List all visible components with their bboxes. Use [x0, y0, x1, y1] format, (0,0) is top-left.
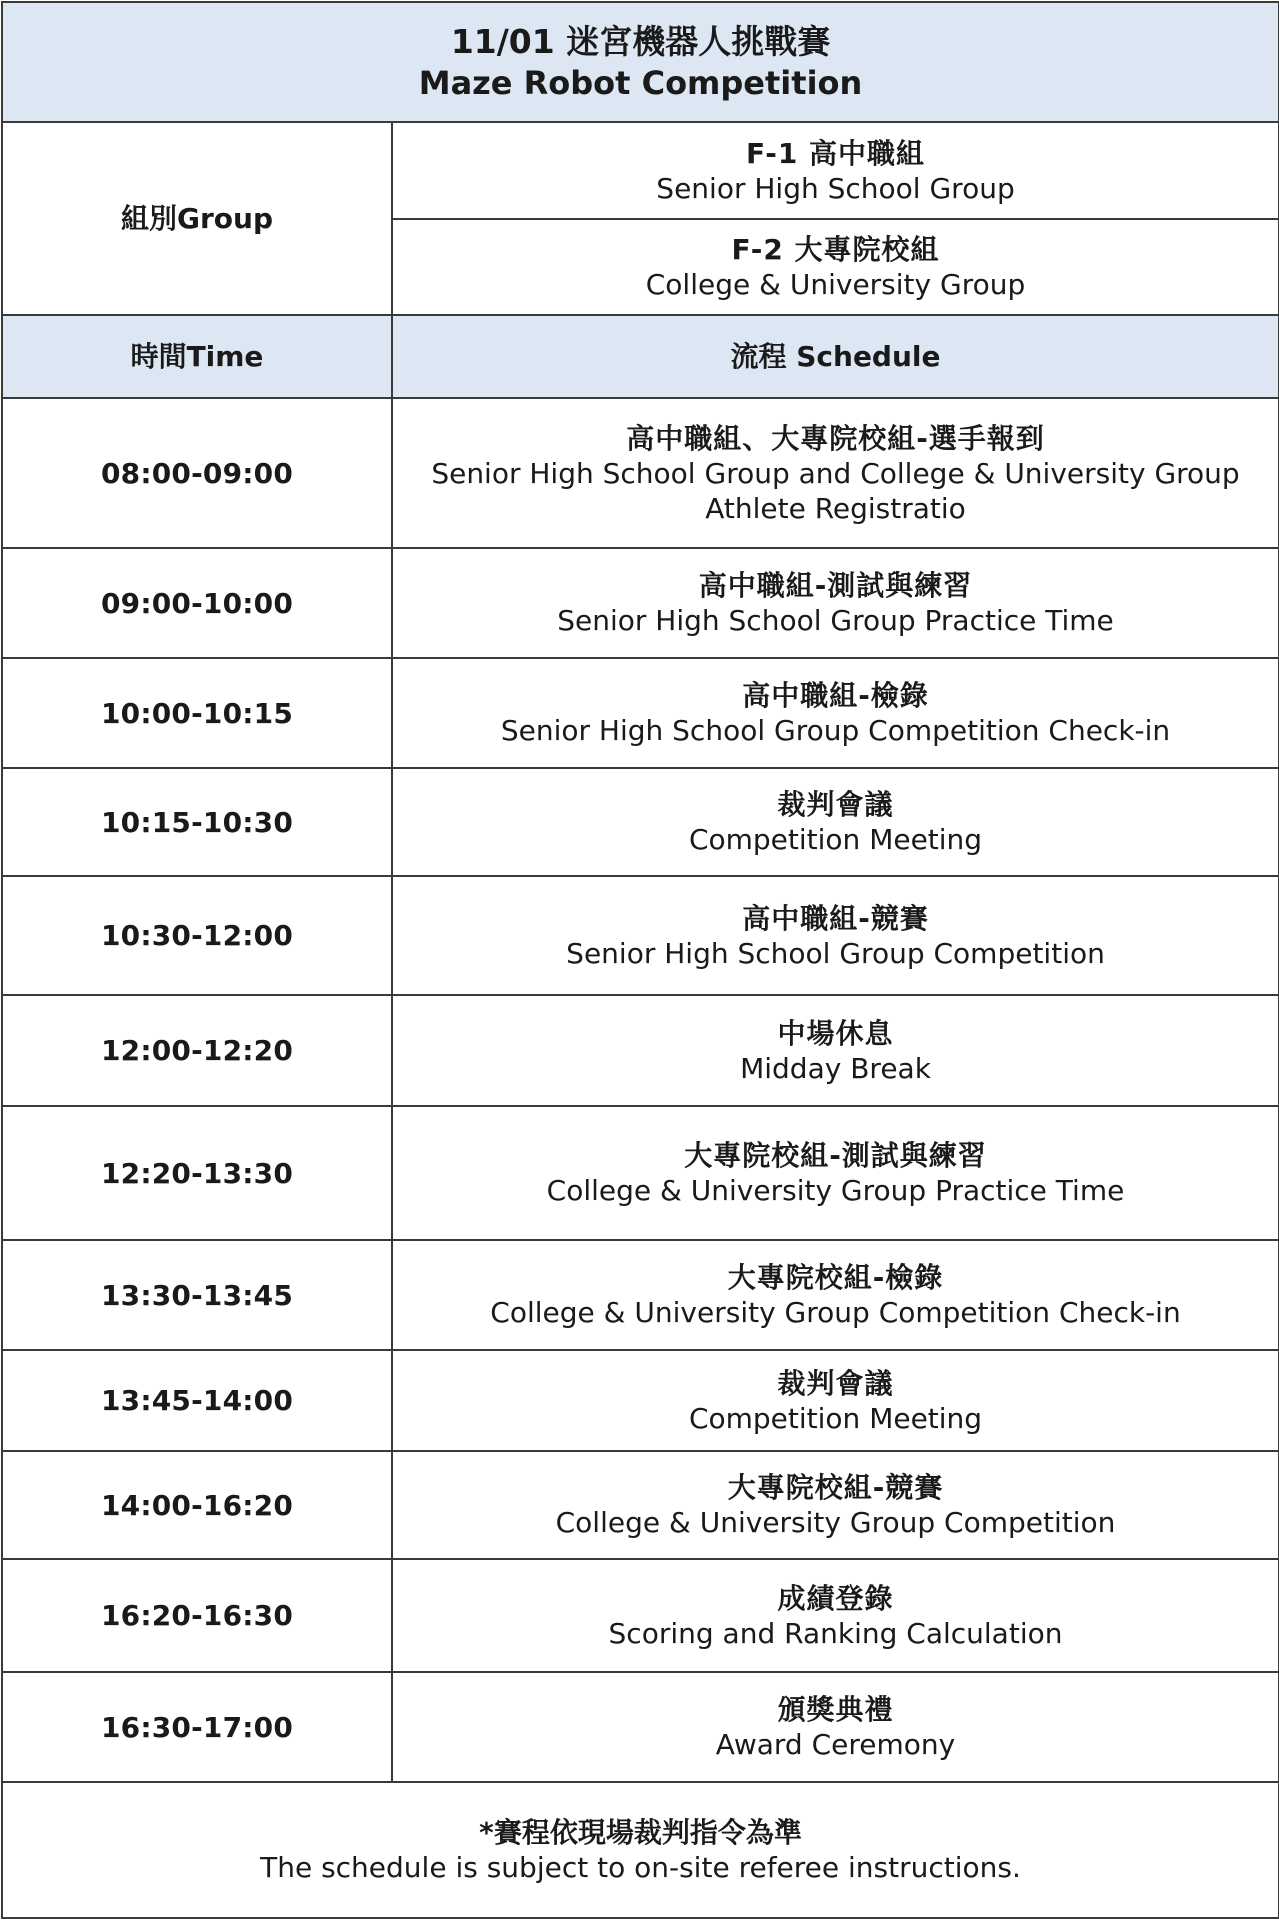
row-en: College & University Group Practice Time [546, 1174, 1125, 1207]
row-time: 10:30-12:00 [2, 876, 392, 995]
group-row-1 [2, 122, 1279, 219]
row-en: College & University Group Competition [555, 1506, 1116, 1539]
row-time: 13:30-13:45 [2, 1240, 392, 1350]
row-time: 16:20-16:30 [2, 1559, 392, 1672]
footnote-cell [2, 1782, 1279, 1918]
row-en: Competition Meeting [688, 823, 983, 856]
title-row [2, 2, 1279, 122]
row-schedule [392, 1106, 1279, 1240]
footnote-row [2, 1782, 1279, 1918]
row-time: 08:00-09:00 [2, 398, 392, 548]
row-time: 10:15-10:30 [2, 768, 392, 876]
row-schedule [392, 876, 1279, 995]
row-zh: 頒獎典禮 [777, 1693, 894, 1726]
row-en: Scoring and Ranking Calculation [608, 1616, 1063, 1650]
row-time: 12:00-12:20 [2, 995, 392, 1106]
row-zh: 成績登錄 [777, 1581, 894, 1615]
row-en: College & University Group Competition Check-in [490, 1296, 1181, 1329]
table-row [2, 768, 1279, 876]
row-time: 14:00-16:20 [2, 1451, 392, 1559]
row-schedule [392, 1451, 1279, 1559]
table-row [2, 995, 1279, 1106]
row-zh: 大專院校組-競賽 [727, 1471, 944, 1504]
row-schedule [392, 1559, 1279, 1672]
title-en: Maze Robot Competition [418, 64, 863, 102]
row-schedule [392, 768, 1279, 876]
table-row [2, 398, 1279, 548]
row-schedule [392, 995, 1279, 1106]
row-en: Senior High School Group Competition [566, 936, 1105, 970]
footnote-en: The schedule is subject to on-site referee instructions. [260, 1851, 1021, 1884]
group-label: 組別Group [2, 122, 392, 315]
table-row [2, 1350, 1279, 1451]
row-zh: 高中職組-檢錄 [742, 679, 929, 712]
group-option-2 [392, 219, 1279, 315]
row-time: 09:00-10:00 [2, 548, 392, 658]
row-en: Midday Break [740, 1051, 931, 1085]
group-option-1-en: Senior High School Group [656, 171, 1015, 205]
table-row [2, 1559, 1279, 1672]
time-header: 時間Time [2, 315, 392, 398]
row-zh: 大專院校組-檢錄 [727, 1261, 944, 1294]
row-en: Competition Meeting [688, 1401, 983, 1435]
row-time: 10:00-10:15 [2, 658, 392, 768]
row-schedule [392, 548, 1279, 658]
row-en: Award Ceremony [715, 1728, 956, 1761]
row-zh: 大專院校組-測試與練習 [684, 1139, 987, 1172]
group-option-2-zh: F-2 大專院校組 [731, 233, 940, 266]
table-row [2, 1106, 1279, 1240]
row-schedule [392, 398, 1279, 548]
table-row [2, 1672, 1279, 1782]
title-zh: 11/01 迷宮機器人挑戰賽 [450, 22, 831, 61]
table-row [2, 1240, 1279, 1350]
row-schedule [392, 658, 1279, 768]
row-zh: 高中職組-競賽 [742, 901, 929, 935]
table-row [2, 658, 1279, 768]
table-row [2, 876, 1279, 995]
row-en-2: Athlete Registratio [705, 491, 966, 525]
column-header-row [2, 315, 1279, 398]
row-en: Senior High School Group Practice Time [557, 604, 1114, 637]
title-cell [2, 2, 1279, 122]
row-time: 13:45-14:00 [2, 1350, 392, 1451]
row-en: Senior High School Group Competition Check-in [500, 714, 1171, 747]
row-zh: 裁判會議 [777, 1366, 894, 1400]
row-en: Senior High School Group and College & University Group [431, 456, 1240, 490]
row-schedule [392, 1240, 1279, 1350]
schedule-table [1, 1, 1279, 1919]
row-zh: 裁判會議 [777, 788, 894, 821]
table-row [2, 548, 1279, 658]
schedule-header: 流程 Schedule [392, 315, 1279, 398]
group-option-1 [392, 122, 1279, 219]
row-time: 16:30-17:00 [2, 1672, 392, 1782]
group-option-1-zh: F-1 高中職組 [745, 136, 926, 170]
row-zh: 中場休息 [777, 1016, 894, 1050]
group-option-2-en: College & University Group [645, 268, 1026, 301]
row-schedule [392, 1350, 1279, 1451]
row-schedule [392, 1672, 1279, 1782]
row-time: 12:20-13:30 [2, 1106, 392, 1240]
row-zh: 高中職組-測試與練習 [698, 569, 973, 602]
table-row [2, 1451, 1279, 1559]
footnote-zh: *賽程依現場裁判指令為準 [479, 1816, 802, 1849]
row-zh: 高中職組、大專院校組-選手報到 [626, 421, 1045, 455]
